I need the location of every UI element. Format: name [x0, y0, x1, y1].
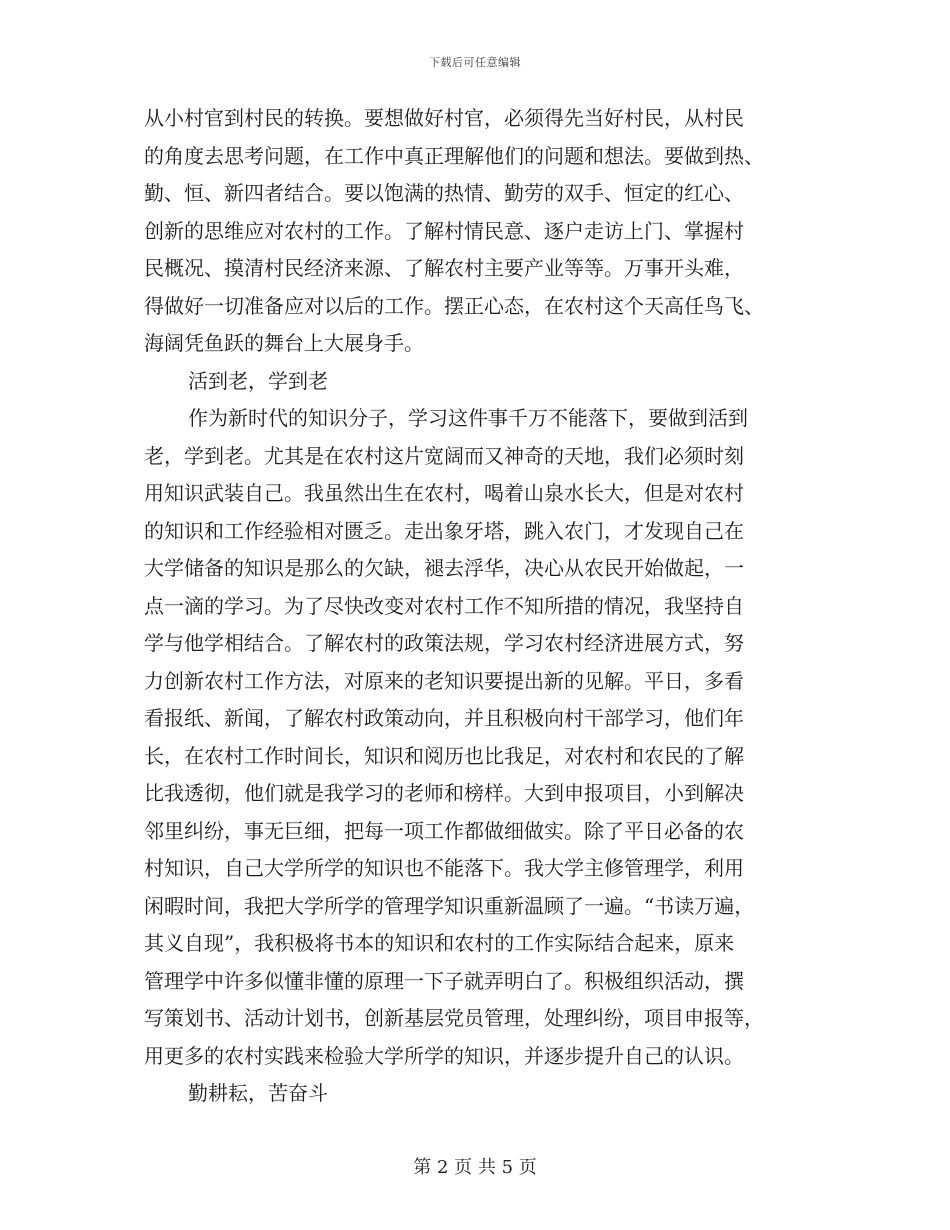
- section-heading: 活到老，学到老: [188, 368, 328, 393]
- paragraph-line: 从小村官到村民的转换。要想做好村官，必须得先当好村民，从村民: [144, 106, 744, 130]
- paragraph-line: 闲暇时间，我把大学所学的管理学知识重新温顾了一遍。“书读万遍，: [144, 893, 755, 918]
- paragraph-line: 邻里纠纷，事无巨细，把每一项工作都做细做实。除了平日必备的农: [144, 818, 744, 843]
- paragraph-line: 看报纸、新闻，了解农村政策动向，并且积极向村干部学习，他们年: [144, 706, 744, 730]
- paragraph-line: 民概况、摸清村民经济来源、了解农村主要产业等等。万事开头难，: [144, 256, 744, 280]
- paragraph-line: 得做好一切准备应对以后的工作。摆正心态，在农村这个天高任鸟飞、: [144, 293, 764, 318]
- section-heading: 勤耕耘，苦奋斗: [188, 1081, 328, 1105]
- paragraph-line: 管理学中许多似懂非懂的原理一下子就弄明白了。积极组织活动，撰: [144, 968, 744, 993]
- paragraph-line: 用知识武装自己。我虽然出生在农村，喝着山泉水长大，但是对农村: [144, 481, 744, 505]
- paragraph-line: 写策划书、活动计划书，创新基层党员管理，处理纠纷，项目申报等，: [144, 1006, 764, 1030]
- paragraph-line: 海阔凭鱼跃的舞台上大展身手。: [144, 331, 424, 355]
- paragraph-line: 老，学到老。尤其是在农村这片宽阔而又神奇的天地，我们必须时刻: [144, 443, 744, 468]
- paragraph-line: 村知识，自己大学所学的知识也不能落下。我大学主修管理学，利用: [144, 856, 744, 880]
- header-note: 下载后可任意编辑: [429, 56, 521, 69]
- paragraph-line: 的知识和工作经验相对匮乏。走出象牙塔，跳入农门，才发现自己在: [144, 518, 744, 543]
- paragraph-line: 的角度去思考问题，在工作中真正理解他们的问题和想法。要做到热、: [144, 143, 764, 168]
- paragraph-line: 大学储备的知识是那么的欠缺，褪去浮华，决心从农民开始做起，一: [144, 556, 744, 580]
- paragraph-line: 其义自现”，我积极将书本的知识和农村的工作实际结合起来，原来: [144, 931, 735, 955]
- paragraph-line: 长，在农村工作时间长，知识和阅历也比我足，对农村和农民的了解: [144, 743, 744, 768]
- paragraph-line: 作为新时代的知识分子，学习这件事千万不能落下，要做到活到: [188, 406, 748, 430]
- paragraph-line: 力创新农村工作方法，对原来的老知识要提出新的见解。平日，多看: [144, 668, 744, 693]
- paragraph-line: 学与他学相结合。了解农村的政策法规，学习农村经济进展方式，努: [144, 631, 744, 655]
- body-text: [144, 100, 814, 1113]
- paragraph-line: 比我透彻，他们就是我学习的老师和榜样。大到申报项目，小到解决: [144, 781, 744, 805]
- page-number: 第 2 页 共 5 页: [413, 1157, 537, 1178]
- paragraph-line: 用更多的农村实践来检验大学所学的知识，并逐步提升自己的认识。: [144, 1043, 744, 1068]
- paragraph-line: 创新的思维应对农村的工作。了解村情民意、逐户走访上门、掌握村: [144, 218, 744, 243]
- paragraph-line: 勤、恒、新四者结合。要以饱满的热情、勤劳的双手、恒定的红心、: [144, 181, 744, 205]
- paragraph-line: 点一滴的学习。为了尽快改变对农村工作不知所措的情况，我坚持自: [144, 593, 744, 618]
